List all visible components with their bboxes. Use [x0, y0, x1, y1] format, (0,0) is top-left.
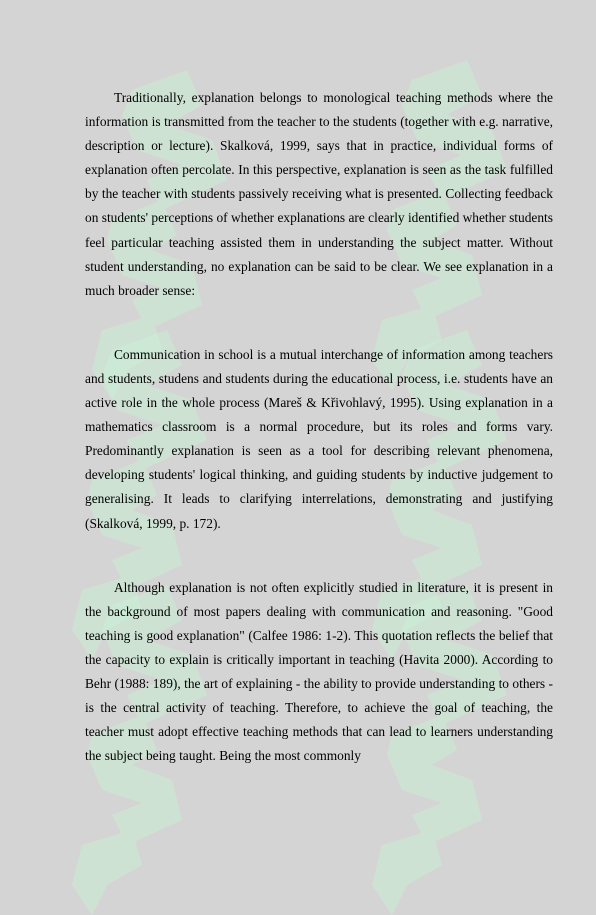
document-body: [85, 86, 553, 768]
paragraph-3: Although explanation is not often explicitly studied in literature, it is present in the background of most papers dealing with communication and reasoning. "Good teaching is good explanation" (Calfee 1986: 1-2). This quotation reflects the belief that the capacity to explain is critically important in teaching (Havita 2000). According to Behr (1988: 189), the art of explaining - the ability to provide understanding to others - is the central activity of teaching. Therefore, to achieve the goal of teaching, the teacher must adopt effective teaching methods that can lead to learners understanding the subject being taught. Being the most commonly: [85, 579, 553, 764]
paragraph-1: Traditionally, explanation belongs to monological teaching methods where the information is transmitted from the teacher to the students (together with e.g. narrative, description or lecture). Skalková, 1999, says that in practice, individual forms of explanation often percolate. In this perspective, explanation is seen as the task fulfilled by the teacher with students passively receiving what is presented. Collecting feedback on students' perceptions of whether explanations are clearly identified whether students feel particular teaching assisted them in understanding the subject matter. Without student understanding, no explanation can be said to be clear. We see explanation in a much broader sense:: [85, 90, 553, 298]
paragraph-2: Communication in school is a mutual interchange of information among teachers and students, studens and students during the educational process, i.e. students have an active role in the whole process (Mareš & Křivohlavý, 1995). Using explanation in a mathematics classroom is a normal procedure, but its roles and forms vary. Predominantly explanation is seen as a tool for describing relevant phenomena, developing students' logical thinking, and guiding students by inductive judgement to generalising. It leads to clarifying interrelations, demonstrating and justifying (Skalková, 1999, p. 172).: [85, 346, 553, 531]
